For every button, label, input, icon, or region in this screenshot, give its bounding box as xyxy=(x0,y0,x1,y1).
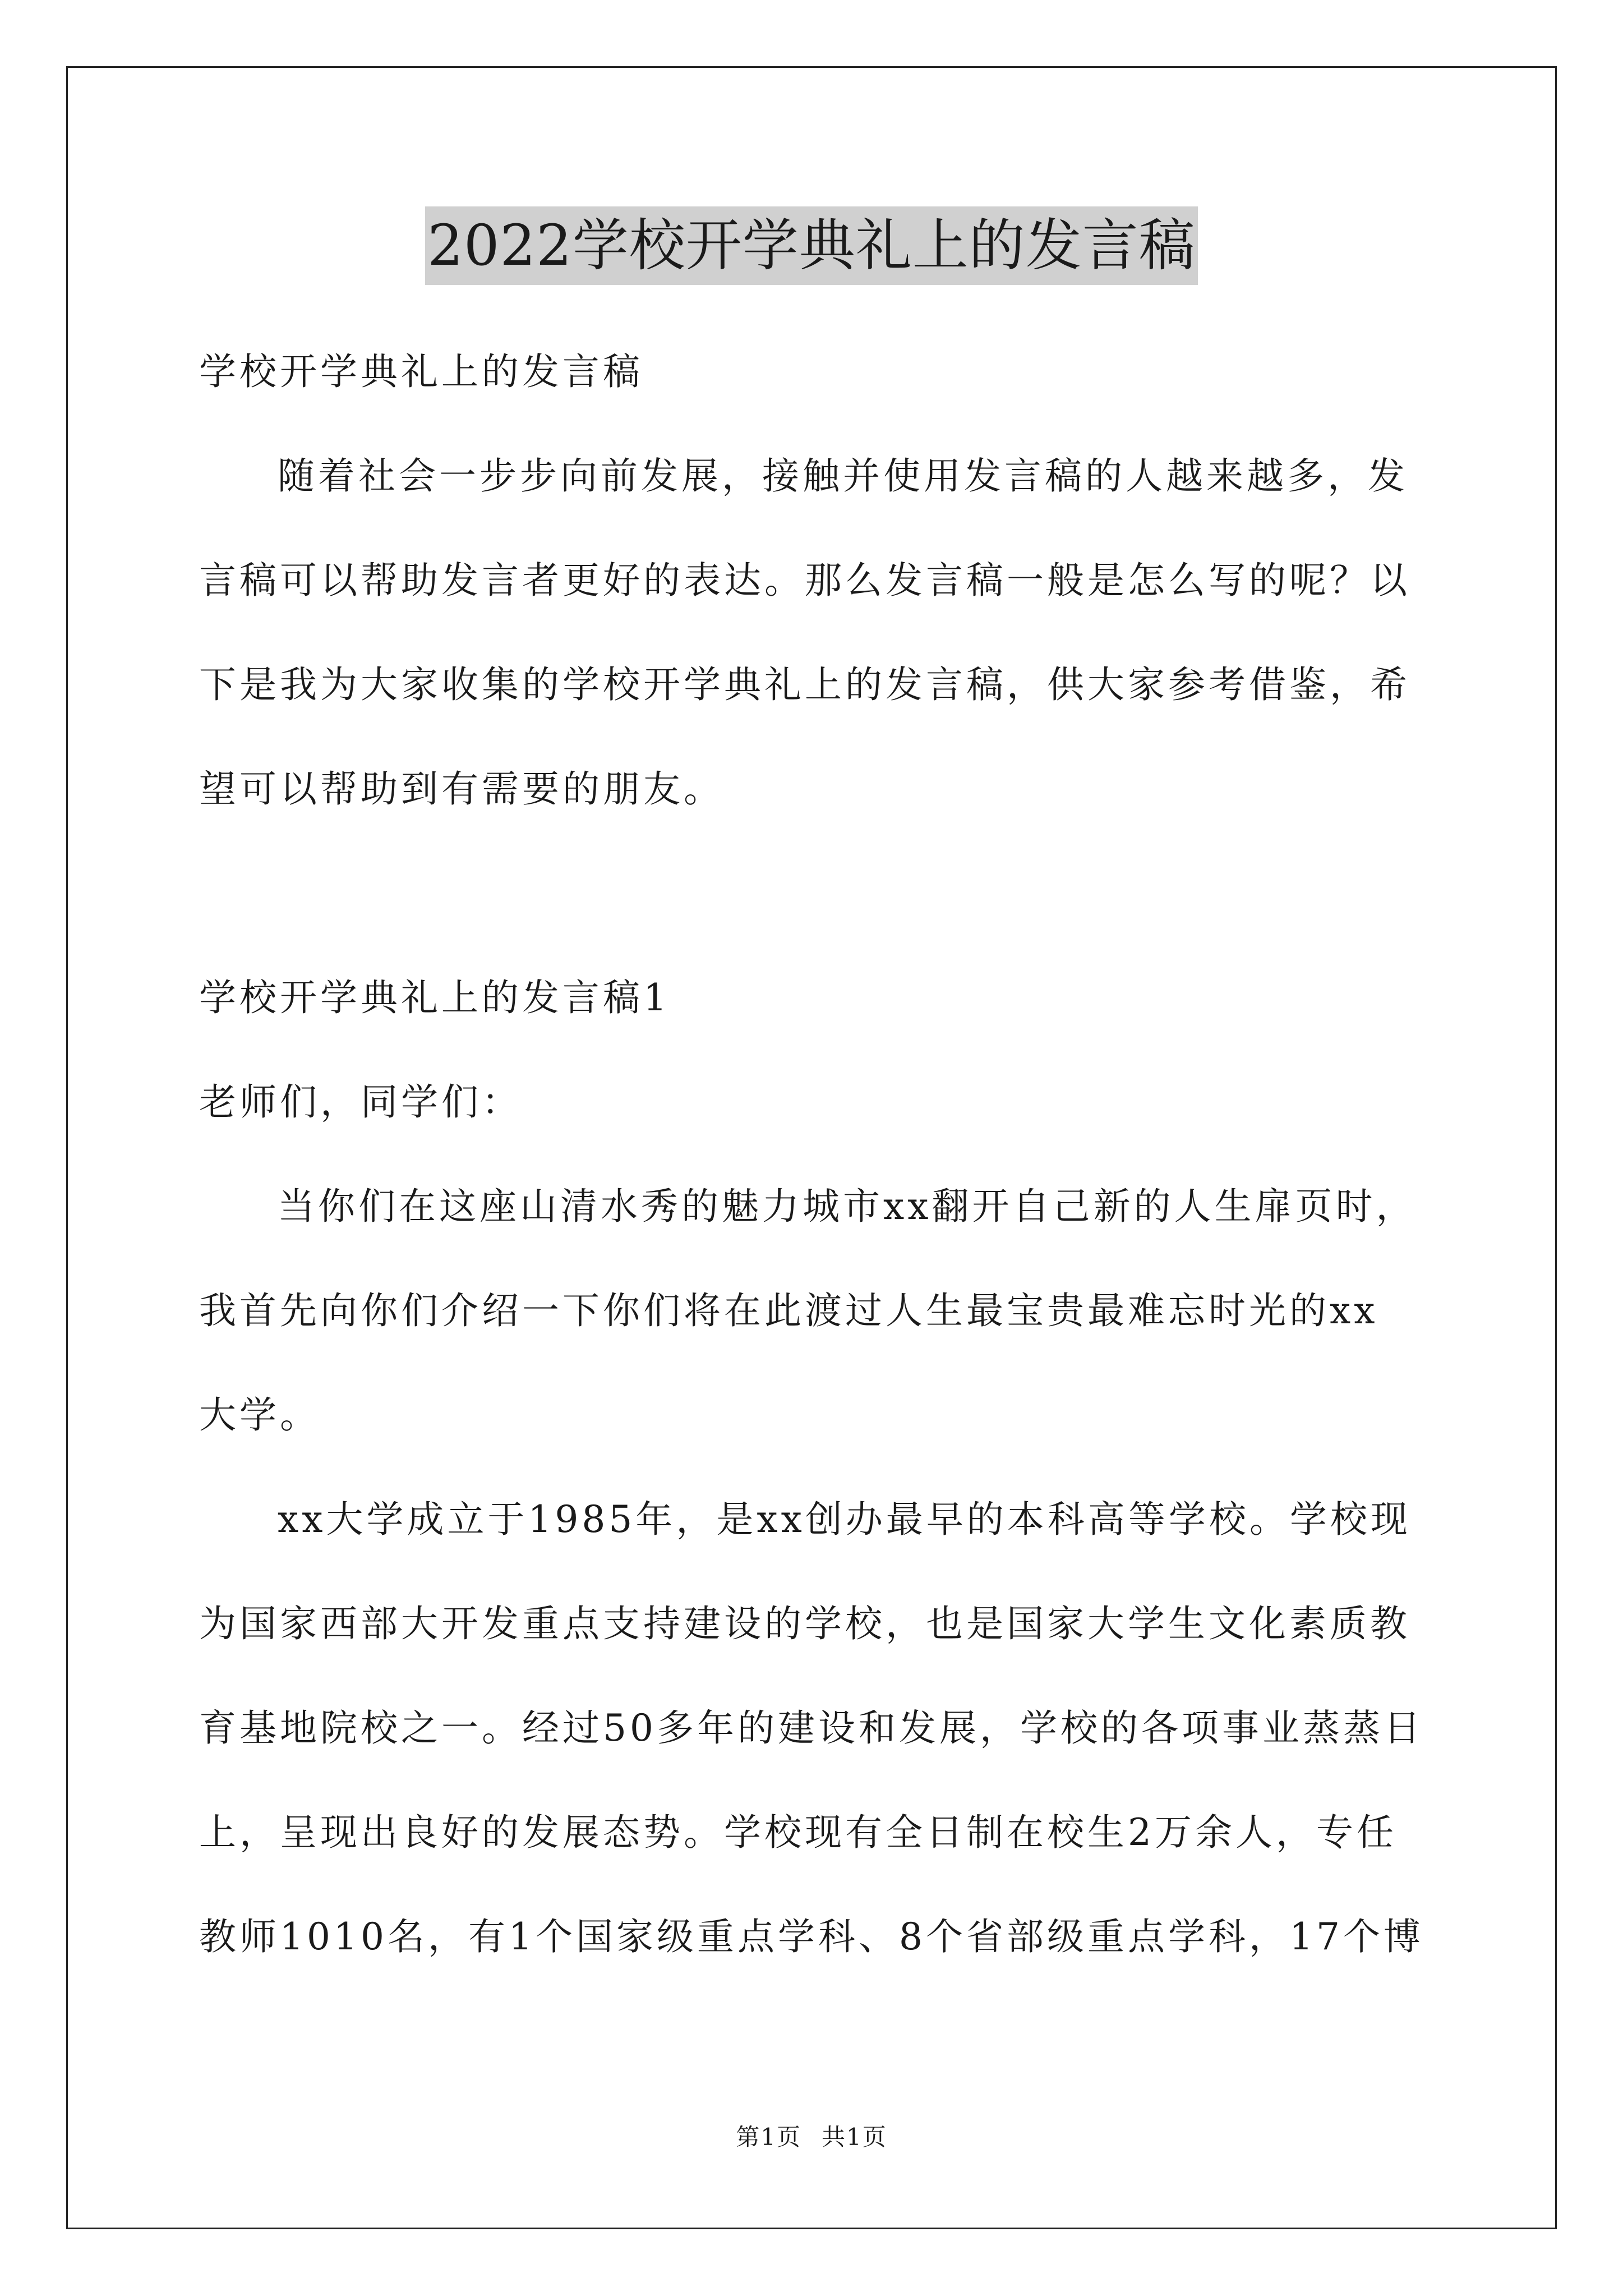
paragraph-line: xx大学成立于1985年，是xx创办最早的本科高等学校。学校现 xyxy=(278,1498,1411,1541)
intro-line: 望可以帮助到有需要的朋友。 xyxy=(199,767,724,811)
blank-line xyxy=(199,841,1455,946)
paragraph-line: 当你们在这座山清水秀的魅力城市xx翻开自己新的人生扉页时， xyxy=(278,1185,1417,1228)
intro-line: 言稿可以帮助发言者更好的表达。那么发言稿一般是怎么写的呢？以 xyxy=(199,559,1410,602)
page-footer xyxy=(0,2120,1623,2154)
greeting: 老师们，同学们： xyxy=(199,1080,522,1124)
paragraph-line: 大学。 xyxy=(199,1393,320,1437)
page-total: 共1页 xyxy=(822,2123,887,2151)
paragraph-line: 育基地院校之一。经过50多年的建设和发展，学校的各项事业蒸蒸日 xyxy=(199,1706,1424,1750)
subtitle: 学校开学典礼上的发言稿 xyxy=(199,350,643,393)
section-heading: 学校开学典礼上的发言稿1 xyxy=(199,976,670,1019)
document-title: 2022学校开学典礼上的发言稿 xyxy=(425,206,1198,285)
paragraph-line: 我首先向你们介绍一下你们将在此渡过人生最宝贵最难忘时光的xx xyxy=(199,1289,1378,1332)
intro-line: 随着社会一步步向前发展，接触并使用发言稿的人越来越多，发 xyxy=(278,454,1408,498)
paragraph-line: 上，呈现出良好的发展态势。学校现有全日制在校生2万余人，专任 xyxy=(199,1811,1397,1854)
page-number: 第1页 xyxy=(736,2123,801,2151)
paragraph-line: 教师1010名，有1个国家级重点学科、8个省部级重点学科，17个博 xyxy=(199,1915,1424,1958)
paragraph-line: 为国家西部大开发重点支持建设的学校，也是国家大学生文化素质教 xyxy=(199,1602,1410,1645)
intro-line: 下是我为大家收集的学校开学典礼上的发言稿，供大家参考借鉴，希 xyxy=(199,663,1410,706)
document-body xyxy=(199,320,1455,1989)
title-container xyxy=(0,206,1623,285)
